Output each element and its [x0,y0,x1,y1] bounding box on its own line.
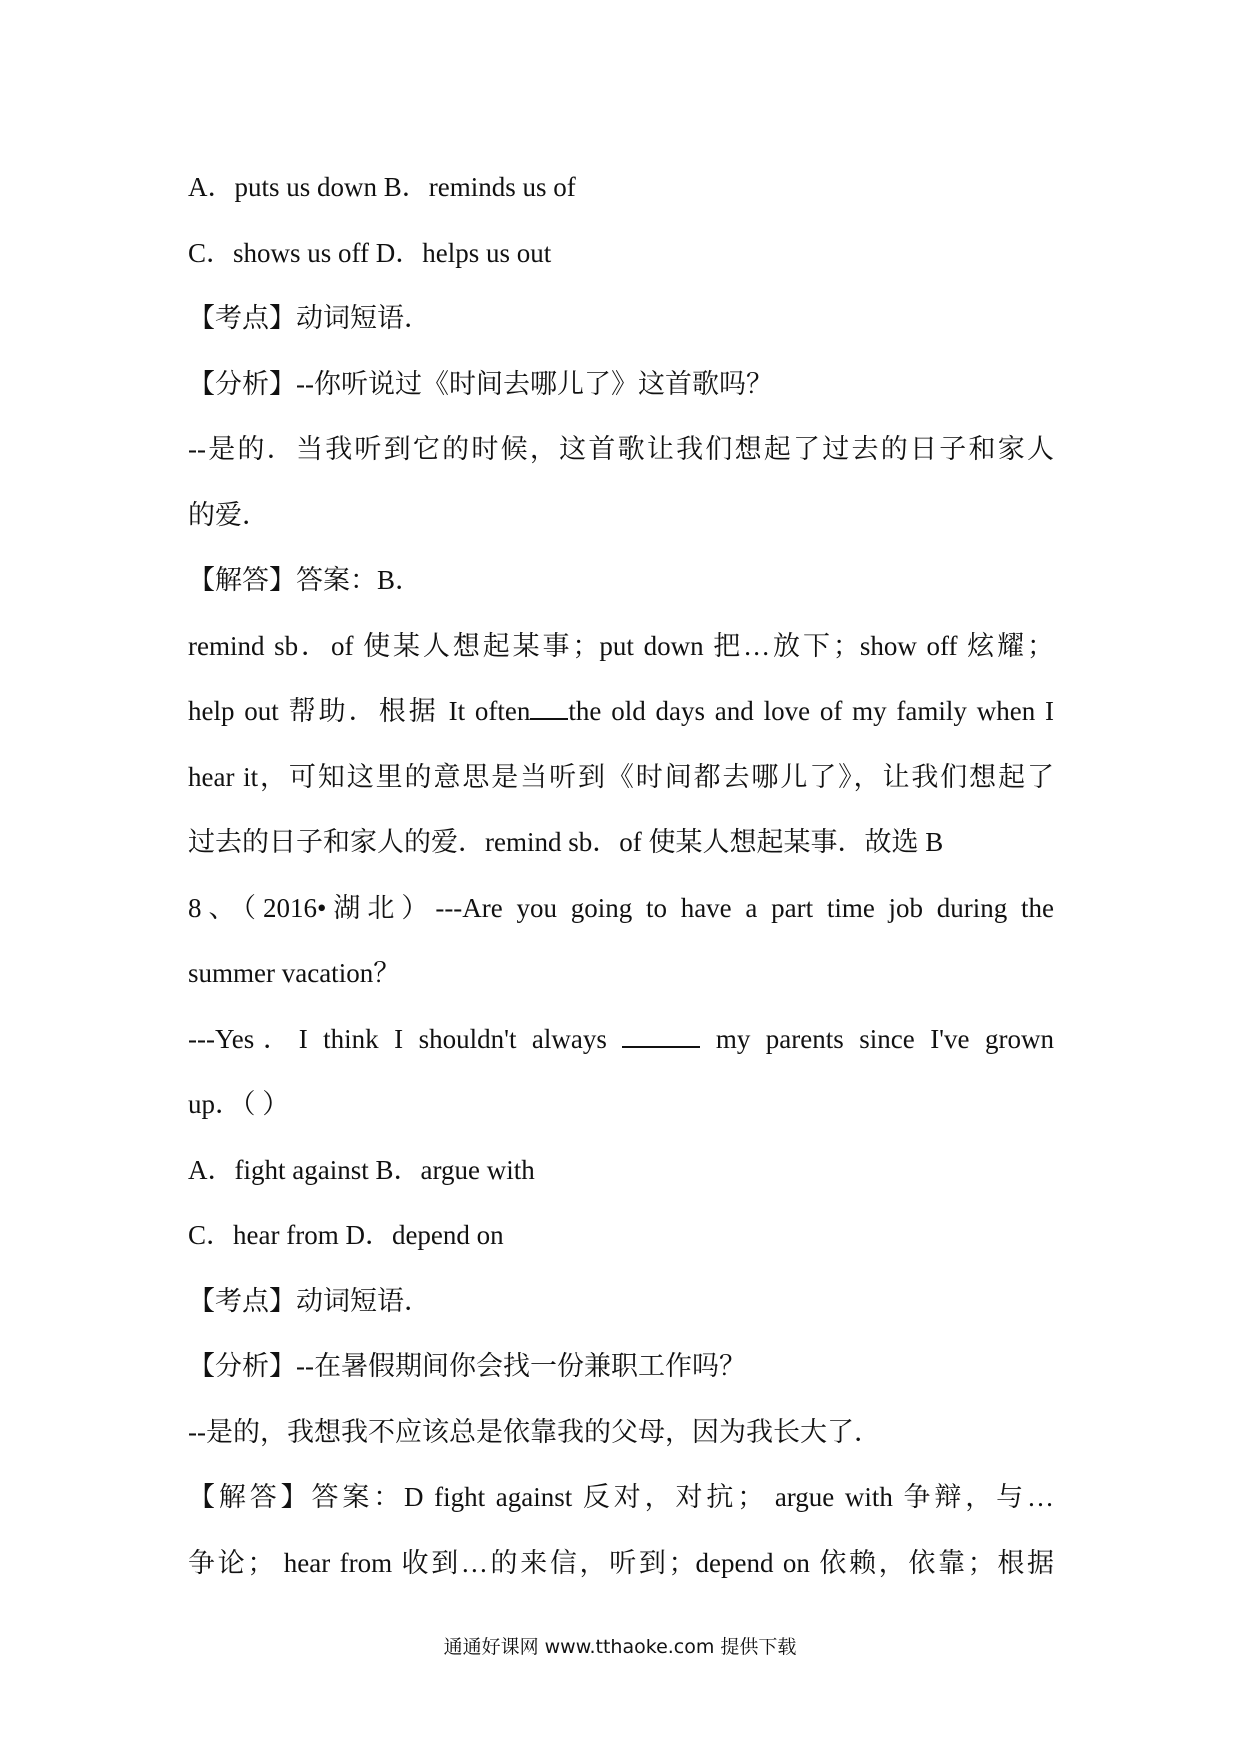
option-line-a-b-q8: A．fight against B．argue with [188,1154,535,1185]
question-8-line-3-before: ---Yes．I think I shouldn't always [188,1023,623,1054]
jieda-line: 【解答】答案：B． [188,565,423,595]
explanation-line-4: 过去的日子和家人的爱．remind sb．of 使某人想起某事．故选 B [188,827,944,857]
fenxi-line-q8: 【分析】--在暑假期间你会找一份兼职工作吗？ [188,1351,746,1381]
document-body [188,155,1054,1596]
explanation-line-3: hear it，可知这里的意思是当听到《时间都去哪儿了》，让我们想起了 [188,761,1054,792]
question-8-line-4: up．（ ） [188,1089,290,1119]
question-8-line-3 [188,1007,1054,1073]
option-line-a-b: A．puts us down B．reminds us of [188,172,576,202]
question-8-line-1: 8、（2016•湖北）---Are you going to have a part time job during the [188,892,1054,923]
fenxi-answer-continued: 的爱． [188,499,269,530]
option-line-c-d: C．shows us off D．helps us out [188,237,552,268]
page-footer: 通通好课网 www.tthaoke.com 提供下载 [443,1636,797,1658]
fenxi-line: 【分析】--你听说过《时间去哪儿了》这首歌吗？ [188,368,773,399]
kaodian-line: 【考点】动词短语． [188,303,431,333]
kaodian-line-q8: 【考点】动词短语． [188,1285,431,1316]
question-8-line-2: summer vacation？ [188,958,401,988]
fenxi-answer-line-q8: --是的，我想我不应该总是依靠我的父母，因为我长大了． [188,1416,881,1447]
question-8-line-3-after: my parents since I've grown [700,1023,1054,1054]
option-line-c-d-q8: C．hear from D．depend on [188,1220,504,1250]
explanation-line-1: remind sb．of 使某人想起某事；put down 把…放下；show off 炫耀； [188,630,1054,661]
jieda-line-q8: 【解答】答案：D fight against 反对，对抗； argue with 争辩，与… [188,1482,1054,1512]
question-blank [622,1024,700,1048]
jieda-continued-q8: 争论； hear from 收到…的来信，听到；depend on 依赖，依靠；根据 [188,1547,1054,1578]
explanation-line-2-before: help out 帮助．根据 It often [188,696,531,726]
answer-blank [530,696,568,720]
explanation-line-2 [188,679,1054,745]
fenxi-answer-line: --是的．当我听到它的时候，这首歌让我们想起了过去的日子和家人 [188,434,1054,464]
explanation-line-2-after: the old days and love of my family when I [568,696,1054,726]
